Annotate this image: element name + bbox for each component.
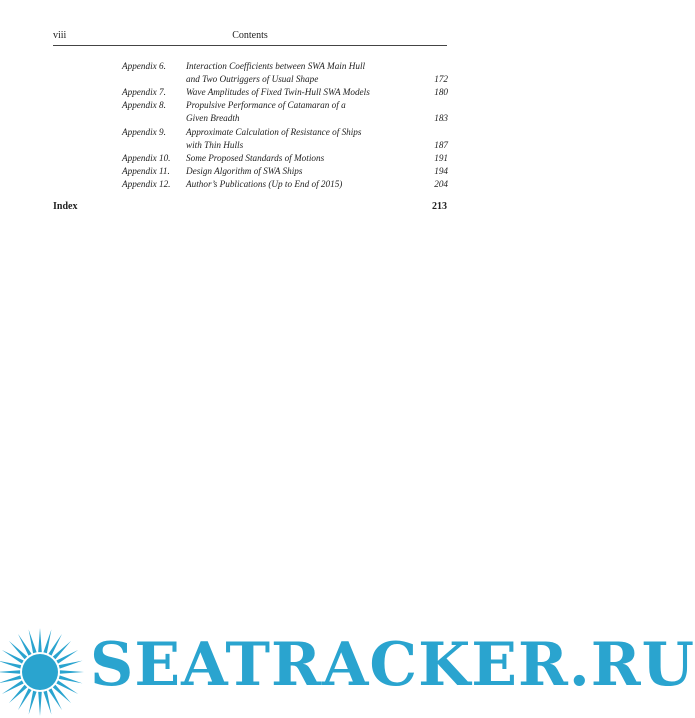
toc-entry[interactable] xyxy=(122,99,448,125)
toc-title-line: Approximate Calculation of Resistance of Ships xyxy=(186,127,362,137)
index-entry[interactable] xyxy=(53,201,447,212)
toc-title-line: with Thin Hulls xyxy=(186,140,244,150)
toc-entry[interactable] xyxy=(122,86,448,99)
page-number: viii xyxy=(53,30,67,41)
toc-entry-label: Appendix 10. xyxy=(122,153,171,163)
toc-title-line: Author’s Publications (Up to End of 2015) xyxy=(186,179,343,189)
toc-title-line: Propulsive Performance of Catamaran of a xyxy=(186,100,346,110)
toc-title-line: Interaction Coefficients between SWA Main Hull xyxy=(186,61,366,71)
toc-entry-page: 204 xyxy=(434,179,448,189)
sun-ray xyxy=(59,661,83,669)
toc-entry-title xyxy=(186,99,412,125)
sun-ray xyxy=(29,691,37,715)
toc-entry[interactable] xyxy=(122,178,448,191)
sun-ray xyxy=(29,630,37,654)
toc-entry-title xyxy=(186,126,412,152)
toc-entry[interactable] xyxy=(122,165,448,178)
toc-entry-page: 183 xyxy=(434,113,448,123)
running-title: Contents xyxy=(232,30,268,41)
sun-ray xyxy=(0,675,21,683)
toc-entry-page: 187 xyxy=(434,140,448,150)
toc-entry-title xyxy=(186,86,412,99)
toc-title-line: and Two Outriggers of Usual Shape xyxy=(186,74,319,84)
sun-ray xyxy=(43,630,51,654)
toc-title-line: Design Algorithm of SWA Ships xyxy=(186,166,303,176)
toc-entry-title xyxy=(186,165,412,178)
toc-entry-page: 191 xyxy=(434,153,448,163)
toc-title-line: Wave Amplitudes of Fixed Twin-Hull SWA Models xyxy=(186,87,370,97)
toc-entry-label: Appendix 12. xyxy=(122,179,171,189)
toc-entry-label: Appendix 9. xyxy=(122,127,166,137)
toc-entry-label: Appendix 8. xyxy=(122,100,166,110)
sun-core xyxy=(22,654,58,690)
toc-entry-label: Appendix 6. xyxy=(122,61,166,71)
page-header xyxy=(53,30,447,44)
sun-ray xyxy=(60,670,84,674)
toc-entry-title xyxy=(186,60,412,86)
toc-title-line: Some Proposed Standards of Motions xyxy=(186,153,325,163)
sun-ray xyxy=(43,691,51,715)
sun-ray xyxy=(59,675,83,683)
sun-ray xyxy=(0,670,20,674)
watermark-text: SEATRACKER.RU xyxy=(90,630,695,700)
toc-entry-page: 172 xyxy=(434,74,448,84)
sun-ray xyxy=(38,628,42,652)
index-page: 213 xyxy=(432,201,447,212)
header-rule xyxy=(53,45,447,46)
sun-ray xyxy=(38,692,42,716)
index-label: Index xyxy=(53,201,78,212)
toc-entry-title xyxy=(186,152,412,165)
toc-entry[interactable] xyxy=(122,126,448,152)
toc-entry-label: Appendix 7. xyxy=(122,87,166,97)
toc-entry-page: 194 xyxy=(434,166,448,176)
toc-entry-title xyxy=(186,178,412,191)
toc-entry-page: 180 xyxy=(434,87,448,97)
toc-entry-label: Appendix 11. xyxy=(122,166,170,176)
toc-title-line: Given Breadth xyxy=(186,113,240,123)
toc-entry[interactable] xyxy=(122,60,448,86)
sun-ray xyxy=(0,661,21,669)
toc-entry[interactable] xyxy=(122,152,448,165)
